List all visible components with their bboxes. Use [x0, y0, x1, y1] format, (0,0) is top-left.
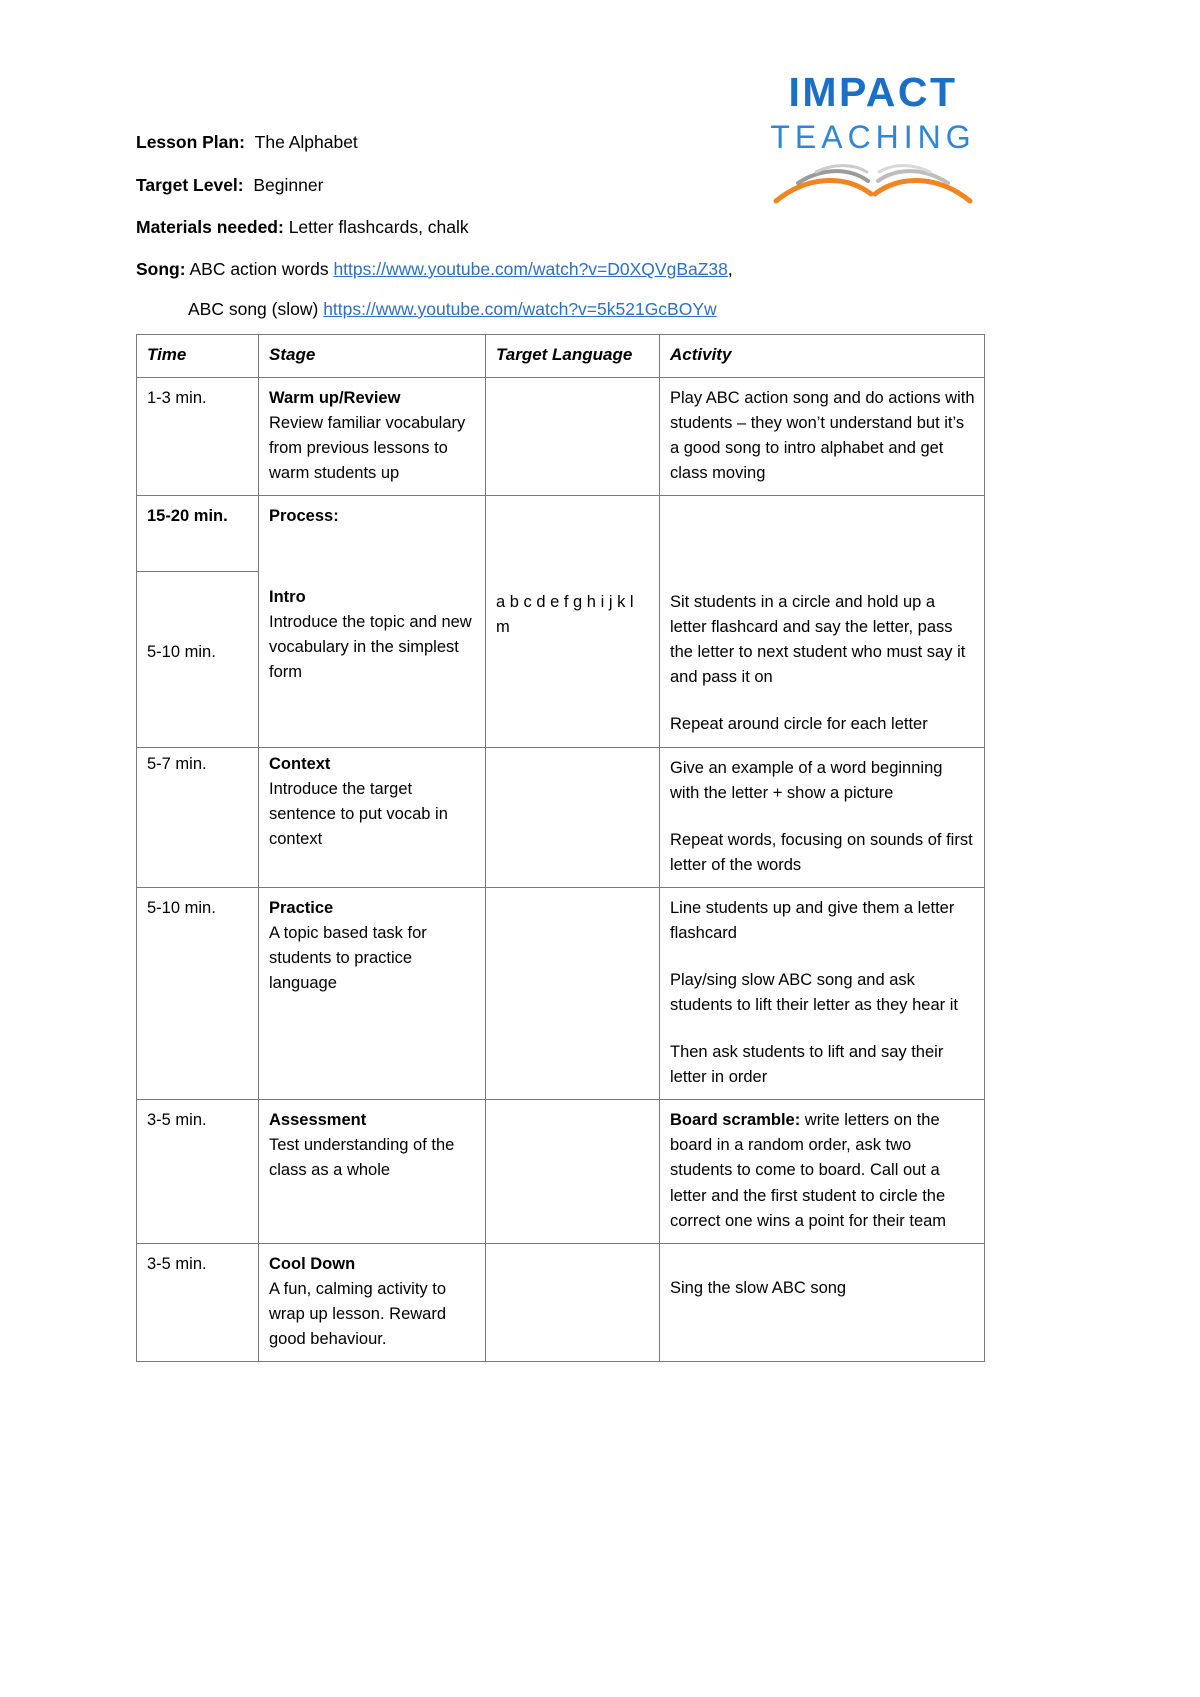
cell-stage [259, 496, 486, 747]
stage-body: Test understanding of the class as a whole [269, 1136, 455, 1180]
column-header-time: Time [137, 335, 259, 378]
song-2-link[interactable]: https://www.youtube.com/watch?v=5k521GcBOYw [323, 299, 717, 319]
table-row [137, 1100, 985, 1243]
column-header-activity: Activity [660, 335, 985, 378]
table-row [137, 747, 985, 887]
activity-main: Line students up and give them a letter flashcard [670, 898, 955, 942]
value-materials: Letter flashcards, chalk [288, 217, 469, 237]
meta-target-level [136, 175, 986, 215]
logo-wordmark-impact: IMPACT [788, 69, 958, 115]
activity-extra: Play/sing slow ABC song and ask students to lift their letter as they hear it [670, 971, 958, 1015]
column-header-target-language: Target Language [486, 335, 660, 378]
cell-time: 5-10 min. [137, 887, 259, 1099]
table-row [137, 377, 985, 495]
meta-lesson-plan [136, 132, 986, 172]
stage-title: Intro [269, 588, 306, 607]
song-2-title: ABC song (slow) [188, 299, 319, 319]
time-value: 15-20 min. [147, 507, 228, 526]
meta-materials [136, 217, 986, 257]
stage-title: Assessment [269, 1111, 367, 1130]
table-header-row [137, 335, 985, 378]
activity-main: write letters on the board in a random order, ask two students to come to board. Call out a letter and the first student to circle the correct one wins a point for their team [670, 1111, 947, 1230]
stage-body: Review familiar vocabulary from previous lessons to warm students up [269, 413, 466, 483]
cell-target-language [486, 496, 660, 747]
meta-song [136, 259, 986, 320]
cell-activity [660, 887, 985, 1099]
cell-time: 1-3 min. [137, 377, 259, 495]
cell-time: 5-10 min. [137, 572, 259, 747]
label-lesson-plan: Lesson Plan: [136, 132, 245, 152]
stage-title: Cool Down [269, 1254, 356, 1273]
table-row [137, 1243, 985, 1361]
cell-target-language [486, 377, 660, 495]
stage-body: A fun, calming activity to wrap up lesson. Reward good behaviour. [269, 1279, 447, 1348]
stage-body: A topic based task for students to practice language [269, 923, 427, 993]
table-row [137, 496, 985, 572]
column-header-stage: Stage [259, 335, 486, 378]
activity-extra-2: Then ask students to lift and say their letter in order [670, 1043, 944, 1087]
stage-title: Warm up/Review [269, 388, 401, 407]
song-1-title: ABC action words [189, 259, 329, 279]
activity-main: Give an example of a word beginning with the letter + show a picture [670, 758, 943, 802]
cell-activity [660, 1100, 985, 1243]
cell-activity [660, 747, 985, 887]
cell-stage [259, 887, 486, 1099]
cell-stage [259, 1243, 486, 1361]
lesson-plan-table [136, 334, 985, 1362]
activity-extra: Repeat around circle for each letter [670, 715, 928, 734]
value-target-level: Beginner [253, 175, 324, 195]
cell-activity [660, 496, 985, 747]
cell-time: 5-7 min. [137, 747, 259, 887]
label-song: Song: [136, 259, 186, 279]
stage-body: Introduce the topic and new vocabulary in the simplest form [269, 613, 472, 682]
song-1-trailing: , [727, 259, 733, 279]
cell-time [137, 496, 259, 572]
stage-title: Practice [269, 898, 334, 917]
stage-body: Introduce the target sentence to put vocab in context [269, 779, 448, 848]
label-target-level: Target Level: [136, 175, 244, 195]
cell-time: 3-5 min. [137, 1100, 259, 1243]
cell-stage [259, 1100, 486, 1243]
cell-activity: Sing the slow ABC song [660, 1243, 985, 1361]
song-1-link[interactable]: https://www.youtube.com/watch?v=D0XQVgBaZ38 [333, 259, 728, 279]
activity-lead-in: Board scramble: [670, 1111, 801, 1130]
logo-wordmark-teaching: TEACHING [770, 119, 976, 155]
cell-target-language [486, 1100, 660, 1243]
song-line-1 [136, 259, 986, 280]
activity-main: Sit students in a circle and hold up a letter flashcard and say the letter, pass the letter to next student who must say it and pass it on [670, 593, 966, 687]
activity-extra: Repeat words, focusing on sounds of first letter of the words [670, 830, 973, 874]
cell-stage [259, 377, 486, 495]
song-line-2 [188, 299, 986, 320]
target-language-letters: a b c d e f g h i j k l m [496, 593, 634, 637]
cell-target-language [486, 887, 660, 1099]
cell-activity: Play ABC action song and do actions with students – they won’t understand but it’s a good song to intro alphabet and get class moving [660, 377, 985, 495]
value-lesson-plan: The Alphabet [254, 132, 358, 152]
cell-stage [259, 747, 486, 887]
cell-target-language [486, 747, 660, 887]
cell-time: 3-5 min. [137, 1243, 259, 1361]
label-materials: Materials needed: [136, 217, 284, 237]
table-row [137, 887, 985, 1099]
stage-title: Context [269, 754, 331, 773]
stage-title: Process: [269, 507, 339, 526]
cell-target-language [486, 1243, 660, 1361]
